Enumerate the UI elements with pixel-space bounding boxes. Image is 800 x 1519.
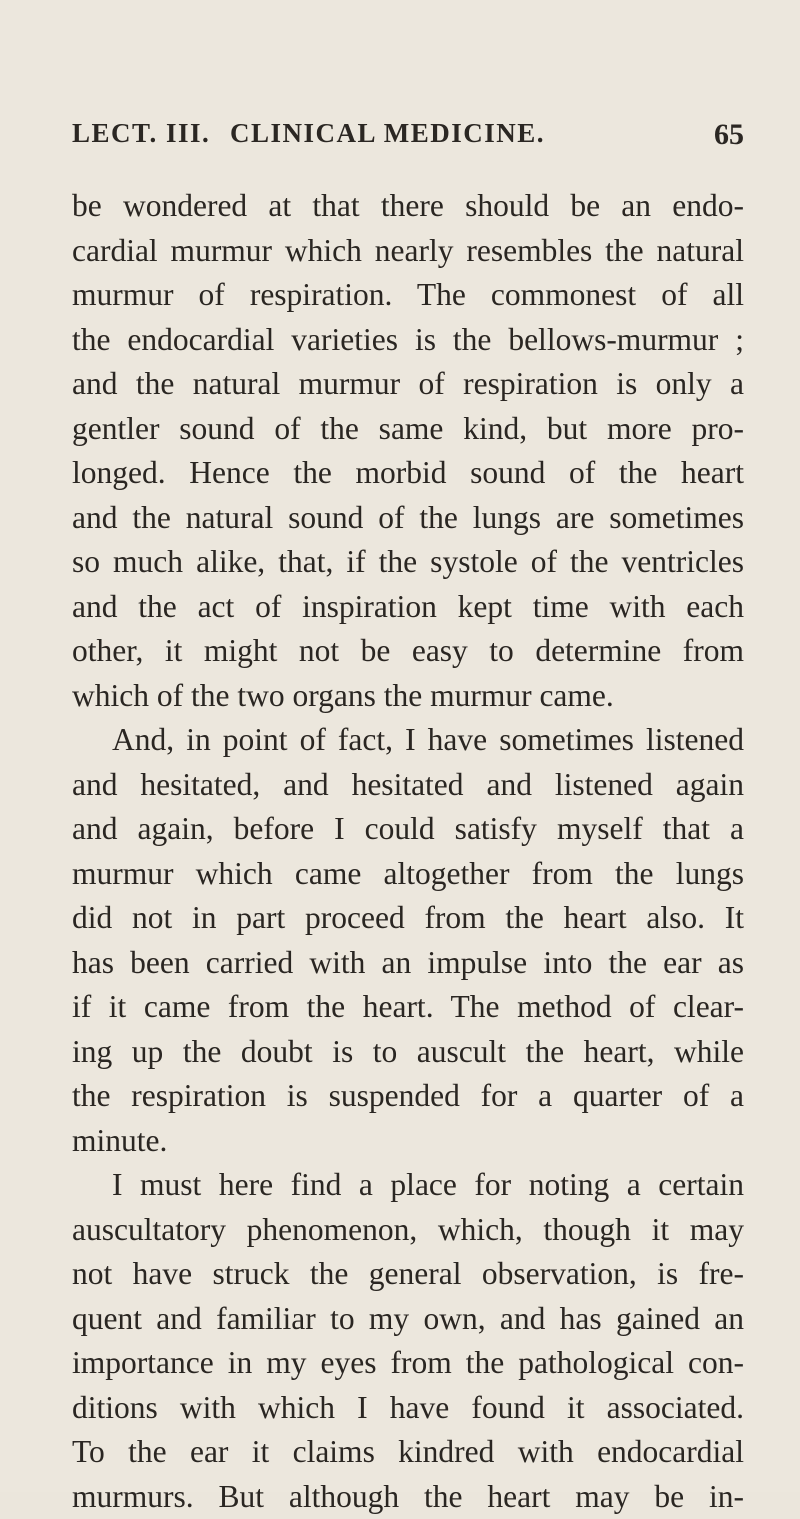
text-line: and again, before I could satisfy myself that a — [72, 807, 744, 852]
text-line: importance in my eyes from the pathological con- — [72, 1341, 744, 1386]
text-line: gentler sound of the same kind, but more pro- — [72, 407, 744, 452]
text-line: ditions with which I have found it associated. — [72, 1386, 744, 1431]
text-line: if it came from the heart. The method of clear- — [72, 985, 744, 1030]
page-number: 65 — [714, 118, 744, 152]
text-line: the endocardial varieties is the bellows-murmur ; — [72, 318, 744, 363]
text-line: not have struck the general observation, is fre- — [72, 1252, 744, 1297]
paragraph-start-line: I must here find a place for noting a certain — [72, 1163, 744, 1208]
text-line: be wondered at that there should be an endo- — [72, 184, 744, 229]
text-line: auscultatory phenomenon, which, though it may — [72, 1208, 744, 1253]
text-line: murmur which came altogether from the lungs — [72, 852, 744, 897]
text-line: longed. Hence the morbid sound of the heart — [72, 451, 744, 496]
text-line: To the ear it claims kindred with endocardial — [72, 1430, 744, 1475]
text-line: other, it might not be easy to determine from — [72, 629, 744, 674]
text-line: cardial murmur which nearly resembles the natural — [72, 229, 744, 274]
text-line: ing up the doubt is to auscult the heart, while — [72, 1030, 744, 1075]
text-line: and hesitated, and hesitated and listened again — [72, 763, 744, 808]
text-line: and the act of inspiration kept time with each — [72, 585, 744, 630]
paragraph-end-line: which of the two organs the murmur came. — [72, 674, 744, 719]
text-line: so much alike, that, if the systole of the ventricles — [72, 540, 744, 585]
text-line: and the natural murmur of respiration is only a — [72, 362, 744, 407]
text-line: murmur of respiration. The commonest of all — [72, 273, 744, 318]
paragraph-start-line: And, in point of fact, I have sometimes listened — [72, 718, 744, 763]
text-line: has been carried with an impulse into the ear as — [72, 941, 744, 986]
text-line: the respiration is suspended for a quarter of a — [72, 1074, 744, 1119]
text-line: did not in part proceed from the heart also. It — [72, 896, 744, 941]
running-head — [72, 118, 744, 158]
paragraph-end-line: minute. — [72, 1119, 744, 1164]
book-title: CLINICAL MEDICINE. — [230, 118, 545, 149]
lecture-number: LECT. III. — [72, 118, 210, 149]
text-line: and the natural sound of the lungs are sometimes — [72, 496, 744, 541]
text-line: murmurs. But although the heart may be in- — [72, 1475, 744, 1519]
text-line: quent and familiar to my own, and has gained an — [72, 1297, 744, 1342]
body-text — [72, 184, 744, 1519]
